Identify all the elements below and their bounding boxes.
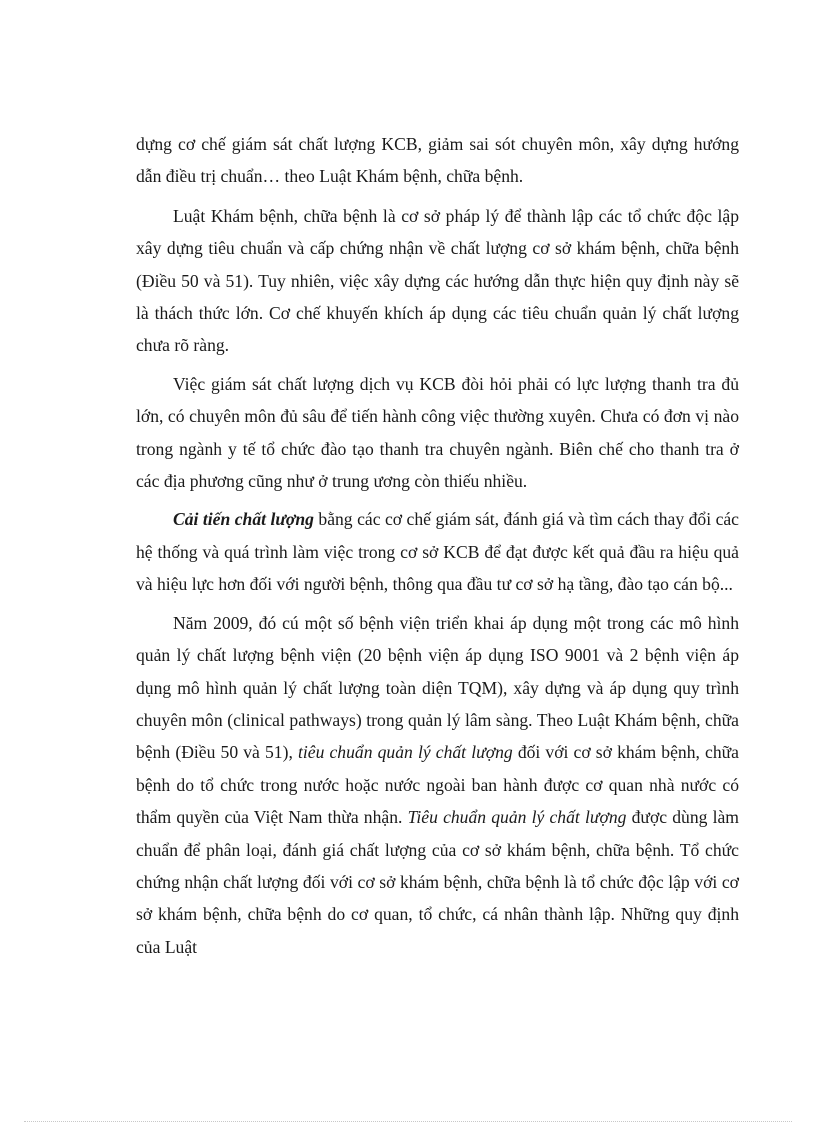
paragraph-3: Việc giám sát chất lượng dịch vụ KCB đòi hỏi phải có lực lượng thanh tra đủ lớn, có chuyên môn đủ sâu để tiến hành công việc thường xuyên. Chưa có đơn vị nào trong ngành y tế tổ chức đào tạo thanh tra chuyên ngành. Biên chế cho thanh tra ở các địa phương cũng như ở trung ương còn thiếu nhiều. xyxy=(136,373,739,492)
paragraph-4-text: bằng các cơ chế giám sát, đánh giá và tìm cách thay đổi các hệ thống và quá trình làm việc trong cơ sở KCB để đạt được kết quả đầu ra hiệu quả và hiệu lực hơn đối với người bệnh, thông qua đầu tư cơ sở hạ tầng, đào tạo cán bộ... xyxy=(136,509,739,595)
paragraph-2: Luật Khám bệnh, chữa bệnh là cơ sở pháp lý để thành lập các tổ chức độc lập xây dựng tiêu chuẩn và cấp chứng nhận về chất lượng cơ sở khám bệnh, chữa bệnh (Điều 50 và 51). Tuy nhiên, việc xây dựng các hướng dẫn thực hiện quy định này sẽ là thách thức lớn. Cơ chế khuyến khích áp dụng các tiêu chuẩn quản lý chất lượng chưa rõ ràng. xyxy=(136,205,739,356)
document-body xyxy=(136,128,739,969)
page-bottom-divider xyxy=(24,1121,792,1122)
paragraph-5-italic-term-1: tiêu chuẩn quản lý chất lượng xyxy=(297,742,513,763)
paragraph-5-text-1: Năm 2009, đó cú một số bệnh viện triển khai áp dụng một trong các mô hình quản lý chất lượng bệnh viện (20 bệnh viện áp dụng ISO 9001 và 2 bệnh viện áp dụng mô hình quản lý chất lượng toàn diện TQM), xây dựng và áp dụng quy trình chuyên môn (clinical pathways) trong quản lý lâm sàng. Theo Luật Khám bệnh, chữa bệnh (Điều 50 và 51), xyxy=(136,612,739,763)
paragraph-4-heading: Cải tiến chất lượng xyxy=(173,509,314,530)
paragraph-5 xyxy=(136,607,739,963)
paragraph-5-text-2: đối với cơ sở khám bệnh, chữa bệnh do tổ chức trong nước hoặc nước ngoài ban hành được cơ quan nhà nước có thẩm quyền của Việt Nam thừa nhận. xyxy=(136,742,739,828)
paragraph-5-italic-term-2: Tiêu chuẩn quản lý chất lượng xyxy=(407,807,627,828)
paragraph-4 xyxy=(136,503,739,600)
paragraph-5-text-3: được dùng làm chuẩn để phân loại, đánh giá chất lượng của cơ sở khám bệnh, chữa bệnh. Tổ chức chứng nhận chất lượng đối với cơ sở khám bệnh, chữa bệnh là tổ chức độc lập với cơ sở khám bệnh, chữa bệnh do cơ quan, tổ chức, cá nhân thành lập. Những quy định của Luật xyxy=(136,807,739,957)
paragraph-1: dựng cơ chế giám sát chất lượng KCB, giảm sai sót chuyên môn, xây dựng hướng dẫn điều trị chuẩn… theo Luật Khám bệnh, chữa bệnh. xyxy=(136,134,739,187)
